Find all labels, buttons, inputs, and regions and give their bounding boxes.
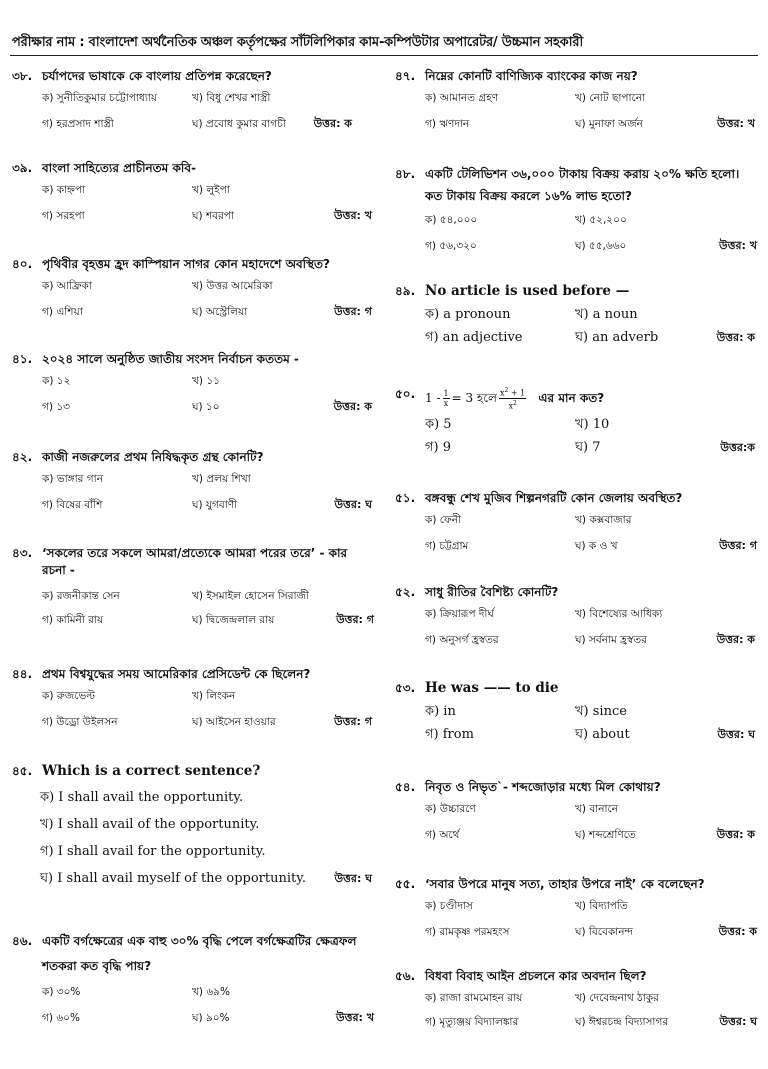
option-ka: ক) রাজা রামমোহন রায় <box>425 992 523 1004</box>
question-text: পৃথিবীর বৃহত্তম হ্রদ কাস্পিয়ান সাগর কোন মহাদেশে অবস্থিত? <box>42 257 331 271</box>
fraction-numerator-tail: + 1 <box>510 388 526 398</box>
option-ka: ক) I shall avail the opportunity. <box>40 790 244 805</box>
option-ka: ক) উচ্চারণে <box>425 803 476 815</box>
question-39 <box>12 160 372 224</box>
question-text <box>425 386 755 410</box>
question-number: ৫৪. <box>395 780 416 794</box>
option-gha: ঘ) ১০ <box>192 401 220 413</box>
option-ga: গ) চট্টগ্রাম <box>425 540 469 552</box>
option-gha: ঘ) শব্দশ্রেণিতে <box>575 829 636 841</box>
option-ga: গ) অনুসর্গ হ্রস্বতর <box>425 634 499 646</box>
question-number: ৩৮. <box>12 69 33 83</box>
option-ka: ক) ১২ <box>42 375 71 387</box>
question-number: ৫৬. <box>395 969 416 983</box>
option-kha: খ) লুইপা <box>192 184 230 196</box>
question-44 <box>12 666 372 730</box>
question-number: ৪২. <box>12 450 33 464</box>
answer-label: উত্তর: গ <box>336 613 374 626</box>
question-text: Which is a correct sentence? <box>42 763 261 779</box>
option-kha: খ) উত্তর আমেরিকা <box>192 280 273 292</box>
question-47 <box>395 68 755 132</box>
option-ga: গ) কামিনী রায় <box>42 614 104 626</box>
question-text: সাধু রীতির বৈশিষ্ট্য কোনটি? <box>425 585 559 599</box>
option-gha: ঘ) বিবেকানন্দ <box>575 926 633 938</box>
option-ga: গ) মৃত্যুঞ্জয় বিদ্যালঙ্কার <box>425 1016 519 1028</box>
question-51 <box>395 490 757 554</box>
option-kha: খ) বানানে <box>575 803 619 815</box>
option-gha: ঘ) মুনাফা অর্জন <box>575 118 643 130</box>
question-number: ৫১. <box>395 491 416 505</box>
option-kha: খ) লিংকন <box>192 690 236 702</box>
answer-label: উত্তর: ক <box>716 828 755 841</box>
question-text: কাজী নজরুলের প্রথম নিষিদ্ধকৃত গ্রন্থ কোনটি? <box>42 450 264 464</box>
question-number: ৫৩. <box>395 681 416 695</box>
equation <box>425 386 528 410</box>
option-kha: খ) দেবেন্দ্রনাথ ঠাকুর <box>575 992 659 1004</box>
question-number: ৫২. <box>395 585 416 599</box>
fraction-denominator: x <box>443 398 449 408</box>
option-ka: ক) ৫৪,০০০ <box>425 214 478 226</box>
question-number: ৪৮. <box>395 167 416 181</box>
question-text: নিম্নের কোনটি বাণিজ্যিক ব্যাংকের কাজ নয়? <box>425 69 638 83</box>
answer-label: উত্তর: গ <box>334 305 372 318</box>
option-gha: ঘ) ক ও খ <box>575 540 618 552</box>
option-gha: ঘ) অস্ট্রেলিয়া <box>192 306 248 318</box>
question-text: No article is used before — <box>425 283 630 299</box>
option-gha: ঘ) ৯০% <box>192 1012 230 1024</box>
option-gha: ঘ) I shall avail myself of the opportunity. <box>40 871 306 886</box>
option-kha: খ) নোট ছাপানো <box>575 92 646 104</box>
option-kha: খ) ৫২,২০০ <box>575 214 627 226</box>
option-ka: ক) আমানত গ্রহণ <box>425 92 499 104</box>
question-text: ‘সবার উপরে মানুষ সত্য, তাহার উপরে নাই’ কে বলেছেন? <box>425 877 705 891</box>
option-ga: গ) an adjective <box>425 330 523 345</box>
answer-label: উত্তর: ক <box>716 633 755 646</box>
option-gha: ঘ) about <box>575 727 630 742</box>
option-kha: খ) ইসমাইল হোসেন সিরাজী <box>192 590 309 602</box>
option-kha: খ) a noun <box>575 307 638 322</box>
option-ka: ক) রজনীকান্ত সেন <box>42 590 120 602</box>
fraction-expression <box>499 386 526 410</box>
fraction-denominator-base: x <box>508 401 513 411</box>
answer-label: উত্তর: ঘ <box>334 498 372 511</box>
question-43 <box>12 545 374 628</box>
option-kha: খ) I shall avail of the opportunity. <box>40 817 260 832</box>
answer-label: উত্তর: ঘ <box>717 728 755 741</box>
option-ga: গ) হরপ্রসাদ শাস্ত্রী <box>42 118 114 130</box>
option-kha: খ) প্রলয় শিখা <box>192 473 251 485</box>
fraction-numerator: 1 <box>443 388 449 398</box>
option-kha: খ) since <box>575 704 627 719</box>
question-text: প্রথম বিশ্বযুদ্ধের সময় আমেরিকার প্রেসিডেন্ট কে ছিলেন? <box>42 667 311 681</box>
option-ka: ক) 5 <box>425 417 452 433</box>
question-text: ‘সকলের তরে সকলে আমরা/প্রত্যেকে আমরা পরের তরে’ - কার রচনা - <box>42 546 348 577</box>
option-ka: ক) ক্রিয়ারূপ দীর্ঘ <box>425 608 494 620</box>
option-ka: ক) আফ্রিকা <box>42 280 92 292</box>
option-ga: গ) ৫৬,৩২০ <box>425 240 477 252</box>
question-number: ৪০. <box>12 257 33 271</box>
answer-label: উত্তর: ঘ <box>719 1015 757 1028</box>
option-gha: ঘ) an adverb <box>575 330 659 345</box>
question-50 <box>395 386 755 456</box>
answer-label: উত্তর: ক <box>313 117 352 130</box>
answer-label: উত্তর: খ <box>334 209 372 222</box>
option-gha: ঘ) 7 <box>575 440 601 456</box>
question-45 <box>12 763 372 892</box>
option-ka: ক) রুজভেল্ট <box>42 690 95 702</box>
option-gha: ঘ) সর্বনাম হ্রস্বতর <box>575 634 647 646</box>
answer-label: উত্তর: ক <box>716 331 755 344</box>
question-text: বঙ্গবন্ধু শেখ মুজিব শিল্পনগরটি কোন জেলায় অবস্থিত? <box>425 491 683 505</box>
question-41 <box>12 351 372 415</box>
option-gha: ঘ) শবরপা <box>192 210 234 222</box>
answer-label: উত্তর: খ <box>336 1011 374 1024</box>
option-ga: গ) বিষের বাঁশি <box>42 499 103 511</box>
answer-label: উত্তর: ক <box>333 400 372 413</box>
question-54 <box>395 779 755 843</box>
option-ga: গ) অর্থে <box>425 829 460 841</box>
option-kha: খ) বিধু শেখর শাস্ত্রী <box>192 92 271 104</box>
option-kha: খ) কক্সবাজার <box>575 514 632 526</box>
option-kha: খ) 10 <box>575 417 610 433</box>
question-40 <box>12 256 372 320</box>
option-gha: ঘ) যুগবাণী <box>192 499 238 511</box>
question-number: ৪১. <box>12 352 33 366</box>
fraction-numerator-base: x <box>500 388 505 398</box>
question-number: ৪৭. <box>395 69 416 83</box>
question-53 <box>395 680 755 743</box>
question-number: ৪৯. <box>395 284 416 298</box>
question-number: ৪৩. <box>12 546 33 560</box>
question-text: একটি টেলিভিশন ৩৬,০০০ টাকায় বিক্রয় করায় ২০% ক্ষতি হলো। কত টাকায় বিক্রয় করলে ১৬% লাভ হতো? <box>425 167 740 203</box>
equation-suffix: এর মান কত? <box>538 390 605 405</box>
option-ga: গ) ৬০% <box>42 1012 80 1024</box>
option-gha: ঘ) প্রবোধ কুমার বাগচী <box>192 118 286 130</box>
answer-label: উত্তর: ঘ <box>334 872 372 885</box>
question-number: ৪৬. <box>12 934 33 948</box>
option-ga: গ) উড্রো উইলসন <box>42 716 118 728</box>
question-42 <box>12 449 372 513</box>
option-ka: ক) in <box>425 704 456 719</box>
question-text: বিধবা বিবাহ আইন প্রচলনে কার অবদান ছিল? <box>425 969 647 983</box>
option-kha: খ) বিশেষ্যের আধিক্য <box>575 608 663 620</box>
answer-label: উত্তর: গ <box>719 539 757 552</box>
answer-label: উত্তর: খ <box>717 117 755 130</box>
title-divider <box>10 55 758 56</box>
answer-label: উত্তর: গ <box>334 715 372 728</box>
question-number: ৫৫. <box>395 877 416 891</box>
option-ka: ক) কাহ্নপা <box>42 184 86 196</box>
fraction-numerator-exp: 2 <box>504 387 509 394</box>
option-ga: গ) সরহপা <box>42 210 85 222</box>
page-title: পরীক্ষার নাম : বাংলাদেশ অর্থনৈতিক অঞ্চল কর্তৃপক্ষের সাঁটলিপিকার কাম-কম্পিউটার অপারেটর/ উচ্চমান সহকারী <box>12 35 583 50</box>
question-46 <box>12 929 374 1026</box>
option-ka: ক) সুনীতিকুমার চট্টোপাধ্যায় <box>42 92 158 104</box>
question-text: একটি বর্গক্ষেত্রের এক বাহু ৩০% বৃদ্ধি পেলে বর্গক্ষেত্রটির ক্ষেত্রফল শতকরা কত বৃদ্ধি পায়? <box>42 934 357 973</box>
question-38 <box>12 68 352 132</box>
question-text: ২০২৪ সালে অনুষ্ঠিত জাতীয় সংসদ নির্বাচন কততম - <box>42 352 299 366</box>
option-gha: ঘ) ৫৫,৬৬০ <box>575 240 627 252</box>
question-text: He was —— to die <box>425 680 559 696</box>
question-number: ৪৪. <box>12 667 33 681</box>
option-gha: ঘ) ঈশ্বরচন্দ্র বিদ্যাসাগর <box>575 1016 669 1028</box>
option-kha: খ) বিদ্যাপতি <box>575 900 628 912</box>
option-kha: খ) ১১ <box>192 375 220 387</box>
fraction-denominator-exp: 2 <box>512 399 517 407</box>
answer-label: উত্তর:ক <box>720 441 755 455</box>
option-ga: গ) from <box>425 727 474 742</box>
option-ga: গ) ঋণদান <box>425 118 470 130</box>
option-ga: গ) I shall avail for the opportunity. <box>40 844 266 859</box>
option-gha: ঘ) দ্বিজেন্দ্রলাল রায় <box>192 614 275 626</box>
question-55 <box>395 876 757 940</box>
option-ka: ক) ভাঙ্গার গান <box>42 473 103 485</box>
option-ga: গ) এশিয়া <box>42 306 83 318</box>
question-number: ৩৯. <box>12 161 33 175</box>
question-text: বাংলা সাহিত্যের প্রাচীনতম কবি- <box>42 161 196 175</box>
answer-label: উত্তর: খ <box>719 239 757 252</box>
option-ka: ক) ফেনী <box>425 514 461 526</box>
question-48 <box>395 163 757 254</box>
option-ka: ক) a pronoun <box>425 307 511 322</box>
answer-label: উত্তর: ক <box>718 925 757 938</box>
question-number: ৫০. <box>395 387 416 401</box>
equation-prefix: 1 - <box>425 390 441 405</box>
equation-mid: = 3 হলে <box>451 390 497 405</box>
option-ga: গ) 9 <box>425 440 451 456</box>
question-49 <box>395 283 755 346</box>
question-52 <box>395 584 755 648</box>
question-number: ৪৫. <box>12 764 33 778</box>
question-text: নিবৃত ও নিভৃত`- শব্দজোড়ার মধ্যে মিল কোথায়? <box>425 780 661 794</box>
option-gha: ঘ) আইসেন হাওয়ার <box>192 716 276 728</box>
option-ka: ক) ৩০% <box>42 986 81 998</box>
option-ga: গ) ১৩ <box>42 401 70 413</box>
question-text: চর্যাপদের ভাষাকে কে বাংলায় প্রতিপন্ন করেছেন? <box>42 69 272 83</box>
fraction-1-over-x <box>443 389 450 408</box>
option-ka: ক) চণ্ডীদাস <box>425 900 473 912</box>
question-56 <box>395 968 757 1030</box>
option-kha: খ) ৬৯% <box>192 986 230 998</box>
option-ga: গ) রামকৃষ্ণ পরমহংস <box>425 926 510 938</box>
